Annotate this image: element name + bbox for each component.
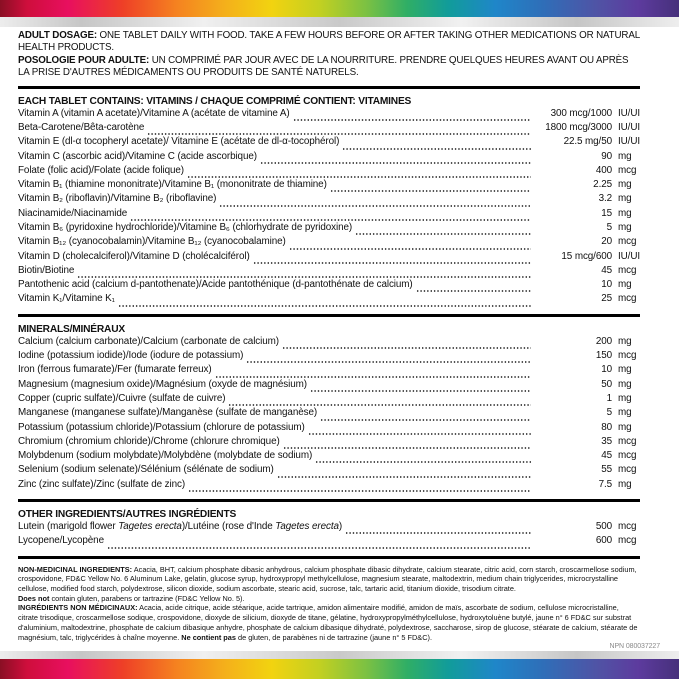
row-unit: mg bbox=[618, 392, 632, 404]
adult-dosage-lead: ADULT DOSAGE: bbox=[18, 30, 97, 41]
row-amount: 600 bbox=[595, 535, 612, 547]
dotted-leader bbox=[253, 255, 531, 264]
row-amount: 50 bbox=[601, 378, 612, 390]
row-unit: mg bbox=[618, 478, 632, 490]
row-label: Vitamin B₁ (thiamine mononitrate)/Vitamine B₁ (mononitrate de thiamine) bbox=[18, 179, 327, 191]
dotted-leader bbox=[188, 483, 531, 492]
non-medicinal-en-lead: NON-MEDICINAL INGREDIENTS: bbox=[18, 564, 133, 574]
row-unit: mg bbox=[618, 335, 632, 347]
dotted-leader bbox=[130, 212, 531, 221]
row-label bbox=[18, 521, 342, 532]
non-medicinal-en-text: Acacia, BHT, calcium phosphate dibasic anhydrous, calcium phosphate dibasic dihydrate, calcium stearate, citric acid, corn starch, croscarmellose sodium, crospovidone, FD&C Yellow No. 6 Aluminum Lake, gelatin, glucose syrup, hydroxypropyl methylcellulose, magnesium stearate, maltodextrin, medium chain triglycerides, microcrystalline cellulose, modified food starch, polydextrose, silicon dioxide, sodium ascorbate, stearic acid, sucrose, talc, tartaric acid, titanium dioxide, trisodium citrate. bbox=[18, 564, 637, 594]
row-label: Manganese (manganese sulfate)/Manganèse (sulfate de manganèse) bbox=[18, 407, 318, 419]
table-row-lycopene bbox=[18, 535, 640, 549]
claim-bold-fr: Ne contient pas bbox=[181, 632, 236, 642]
row-amount: 2.25 bbox=[593, 179, 612, 191]
row-unit: mcg bbox=[618, 435, 637, 447]
table-row bbox=[18, 251, 640, 265]
row-unit: mg bbox=[618, 207, 632, 219]
dotted-leader bbox=[289, 241, 531, 250]
dotted-leader bbox=[330, 183, 531, 192]
lutein-label-part: Lutein (marigold flower bbox=[18, 521, 119, 533]
posologie-text: UN COMPRIMÉ PAR JOUR AVEC DE LA NOURRITURE. PRENDRE QUELQUES HEURES AVANT OU APRÈS LA PRISE D'AUTRES MÉDICAMENTS OU PRODUITS DE SANTÉ NATURELS. bbox=[18, 54, 629, 79]
lutein-label-part: ) bbox=[338, 521, 343, 533]
dotted-leader bbox=[219, 198, 531, 207]
row-amount: 7.5 bbox=[598, 478, 612, 490]
row-amount: 10 bbox=[601, 364, 612, 376]
row-unit: mcg bbox=[618, 293, 637, 305]
dotted-leader bbox=[215, 369, 531, 378]
row-label: Biotin/Biotine bbox=[18, 264, 75, 276]
row-amount: 200 bbox=[595, 335, 612, 347]
row-label: Vitamin D (cholecalciferol)/Vitamine D (cholécalciférol) bbox=[18, 250, 250, 262]
row-label: Magnesium (magnesium oxide)/Magnésium (oxyde de magnésium) bbox=[18, 378, 307, 390]
table-row bbox=[18, 464, 640, 478]
table-row bbox=[18, 450, 640, 464]
dotted-leader bbox=[293, 112, 531, 121]
row-unit: mg bbox=[618, 279, 632, 291]
section-divider bbox=[18, 499, 640, 502]
table-row bbox=[18, 479, 640, 493]
row-label: Vitamin E (dl-α tocopheryl acetate)/ Vitamine E (acétate de dl-α-tocophérol) bbox=[18, 136, 340, 148]
silver-gradient-bar-top bbox=[0, 17, 679, 27]
row-label: Vitamin A (vitamin A acetate)/Vitamine A (acétate de vitamine A) bbox=[18, 107, 290, 119]
table-row bbox=[18, 336, 640, 350]
row-amount: 22.5 mg/50 bbox=[563, 136, 612, 148]
gluten-free-claim-en bbox=[18, 594, 640, 604]
row-unit: mcg bbox=[618, 236, 637, 248]
dotted-leader bbox=[118, 298, 531, 307]
row-amount: 80 bbox=[601, 421, 612, 433]
lutein-label-part: )/Lutéine (rose d'Inde bbox=[181, 521, 276, 533]
row-label: Calcium (calcium carbonate)/Calcium (carbonate de calcium) bbox=[18, 335, 279, 347]
minerals-section-header: MINERALS/MINÉRAUX bbox=[18, 323, 125, 335]
table-row bbox=[18, 208, 640, 222]
row-unit: mg bbox=[618, 150, 632, 162]
row-label: Zinc (zinc sulfate)/Zinc (sulfate de zinc) bbox=[18, 478, 186, 490]
non-medicinal-ingredients bbox=[18, 565, 640, 643]
section-divider bbox=[18, 556, 640, 559]
other-ingredients-table bbox=[18, 521, 640, 550]
row-amount: 20 bbox=[601, 236, 612, 248]
dotted-leader bbox=[147, 126, 531, 135]
row-unit: mg bbox=[618, 421, 632, 433]
posologie-lead: POSOLOGIE POUR ADULTE: bbox=[18, 54, 150, 66]
row-label: Vitamin B₂ (riboflavin)/Vitamine B₂ (riboflavine) bbox=[18, 193, 217, 205]
adult-dosage-text: ONE TABLET DAILY WITH FOOD. TAKE A FEW HOURS BEFORE OR AFTER TAKING OTHER MEDICATIONS OR NATURAL HEALTH PRODUCTS. bbox=[18, 30, 640, 54]
row-unit: IU/UI bbox=[618, 136, 640, 148]
row-label: Vitamin C (ascorbic acid)/Vitamine C (acide ascorbique) bbox=[18, 150, 257, 162]
row-unit: mcg bbox=[618, 464, 637, 476]
dotted-leader bbox=[355, 226, 531, 235]
table-row bbox=[18, 136, 640, 150]
table-row bbox=[18, 151, 640, 165]
dotted-leader bbox=[310, 383, 531, 392]
non-medicinal-fr bbox=[18, 603, 640, 642]
dotted-leader bbox=[345, 525, 531, 534]
table-row bbox=[18, 165, 640, 179]
table-row-lutein bbox=[18, 521, 640, 535]
row-amount: 5 bbox=[606, 222, 612, 233]
row-label: Chromium (chromium chloride)/Chrome (chlorure chromique) bbox=[18, 435, 280, 447]
claim-bold-en: Does not bbox=[18, 593, 50, 603]
row-amount: 15 mcg/600 bbox=[561, 250, 612, 262]
row-label: Vitamin K₁/Vitamine K₁ bbox=[18, 293, 115, 305]
dotted-leader bbox=[260, 155, 531, 164]
row-unit: mg bbox=[618, 179, 632, 191]
rainbow-gradient-bar-top bbox=[0, 0, 679, 17]
row-label: Potassium (potassium chloride)/Potassium (chlorure de potassium) bbox=[18, 421, 305, 433]
row-unit: IU/UI bbox=[618, 107, 640, 119]
section-divider bbox=[18, 86, 640, 89]
row-amount: 3.2 bbox=[598, 193, 612, 205]
table-row bbox=[18, 222, 640, 236]
table-row bbox=[18, 379, 640, 393]
row-unit: IU/UI bbox=[618, 121, 640, 133]
row-amount: 90 bbox=[601, 150, 612, 162]
claim-text-en: contain gluten, parabens or tartrazine (FD&C Yellow No. 5). bbox=[49, 593, 245, 603]
row-label: Iron (ferrous fumarate)/Fer (fumarate ferreux) bbox=[18, 364, 212, 376]
row-label: Copper (cupric sulfate)/Cuivre (sulfate de cuivre) bbox=[18, 392, 226, 404]
row-unit: mcg bbox=[618, 264, 637, 276]
row-amount: 1800 mcg/3000 bbox=[545, 121, 612, 133]
row-label: Selenium (sodium selenate)/Sélénium (sélénate de sodium) bbox=[18, 464, 274, 476]
dotted-leader bbox=[187, 169, 531, 178]
lutein-latin-name: Tagetes erecta bbox=[275, 521, 339, 533]
row-label: Lycopene/Lycopène bbox=[18, 535, 104, 547]
dotted-leader bbox=[277, 469, 531, 478]
dotted-leader bbox=[416, 283, 531, 292]
dotted-leader bbox=[308, 426, 531, 435]
row-unit: mcg bbox=[618, 535, 637, 547]
dosage-text bbox=[18, 30, 640, 80]
table-row bbox=[18, 436, 640, 450]
claim-text-fr: de gluten, de parabènes ni de tartrazine (jaune n° 5 FD&C). bbox=[235, 632, 432, 642]
table-row bbox=[18, 108, 640, 122]
table-row bbox=[18, 407, 640, 421]
silver-gradient-bar-bottom bbox=[0, 651, 679, 659]
row-label: Iodine (potassium iodide)/Iode (iodure de potassium) bbox=[18, 350, 244, 362]
row-unit: IU/UI bbox=[618, 250, 640, 262]
dotted-leader bbox=[228, 397, 531, 406]
table-row bbox=[18, 193, 640, 207]
row-amount: 45 bbox=[601, 450, 612, 462]
minerals-table bbox=[18, 336, 640, 493]
table-row bbox=[18, 122, 640, 136]
dotted-leader bbox=[315, 454, 531, 463]
table-row bbox=[18, 364, 640, 378]
row-unit: mcg bbox=[618, 450, 637, 462]
dotted-leader bbox=[77, 269, 531, 278]
row-unit: mg bbox=[618, 364, 632, 376]
row-amount: 150 bbox=[595, 350, 612, 362]
row-unit: mcg bbox=[618, 164, 637, 176]
table-row bbox=[18, 422, 640, 436]
dotted-leader bbox=[320, 412, 531, 421]
row-unit: mcg bbox=[618, 350, 637, 362]
dotted-leader bbox=[246, 354, 531, 363]
npn-number: NPN 080037227 bbox=[609, 643, 660, 651]
table-row bbox=[18, 279, 640, 293]
row-amount: 1 bbox=[606, 392, 612, 404]
row-amount: 55 bbox=[601, 464, 612, 476]
table-row bbox=[18, 350, 640, 364]
other-ingredients-section-header: OTHER INGREDIENTS/AUTRES INGRÉDIENTS bbox=[18, 509, 237, 521]
table-row bbox=[18, 179, 640, 193]
dotted-leader bbox=[283, 440, 531, 449]
row-amount: 500 bbox=[595, 521, 612, 533]
row-label: Niacinamide/Niacinamide bbox=[18, 207, 128, 219]
row-amount: 15 bbox=[601, 207, 612, 219]
row-label: Vitamin B₆ (pyridoxine hydrochloride)/Vitamine B₆ (chlorhydrate de pyridoxine) bbox=[18, 222, 353, 233]
table-row bbox=[18, 265, 640, 279]
row-label: Folate (folic acid)/Folate (acide folique) bbox=[18, 164, 184, 176]
dotted-leader bbox=[342, 141, 531, 150]
non-medicinal-en bbox=[18, 565, 640, 594]
row-amount: 300 mcg/1000 bbox=[550, 107, 612, 119]
non-medicinal-fr-lead: INGRÉDIENTS NON MÉDICINAUX: bbox=[18, 603, 138, 613]
vitamins-table bbox=[18, 108, 640, 308]
rainbow-gradient-bar-bottom bbox=[0, 659, 679, 679]
row-unit: mg bbox=[618, 378, 632, 390]
dotted-leader bbox=[107, 540, 531, 549]
row-unit: mcg bbox=[618, 521, 637, 533]
row-unit: mg bbox=[618, 407, 632, 419]
row-label: Molybdenum (sodium molybdate)/Molybdène (molybdate de sodium) bbox=[18, 450, 313, 462]
table-row bbox=[18, 393, 640, 407]
row-unit: mg bbox=[618, 193, 632, 205]
row-unit: mg bbox=[618, 222, 632, 233]
row-amount: 400 bbox=[595, 164, 612, 176]
lutein-latin-name: Tagetes erecta bbox=[118, 521, 182, 533]
row-amount: 5 bbox=[606, 407, 612, 419]
row-label: Beta-Carotene/Bêta-carotène bbox=[18, 121, 145, 133]
non-medicinal-fr-text: Acacia, acide citrique, acide stéarique, acide tartrique, amidon alimentaire modifié, amidon de maïs, ascorbate de sodium, cellulose microcristalline, citrate trisodique, croscarmellose sodique, crospovidone, dioxyde de silicium, dioxyde de titane, gélatine, hydroxypropylméthylcellulose, hydroxytoluène butylé, jaune n° 6 FD&C sur substrat d'aluminium, maltodextrine, phosphate de calcium dibasique anhydre, phosphate de calcium dibasique dihydraté, polydextrose, saccharose, sirop de glucose, stéarate de calcium, stéarate de magnésium, talc, triglycérides à chaîne moyenne. bbox=[18, 603, 638, 642]
dotted-leader bbox=[282, 340, 531, 349]
section-divider bbox=[18, 314, 640, 317]
label-content bbox=[18, 30, 660, 651]
vitamins-section-header: EACH TABLET CONTAINS: VITAMINS / CHAQUE COMPRIMÉ CONTIENT: VITAMINES bbox=[18, 95, 412, 107]
table-row bbox=[18, 236, 640, 250]
row-label: Vitamin B₁₂ (cyanocobalamin)/Vitamine B₁₂ (cyanocobalamine) bbox=[18, 236, 286, 248]
row-amount: 10 bbox=[601, 279, 612, 291]
row-label: Pantothenic acid (calcium d-pantothenate)/Acide pantothénique (d-pantothénate de calcium) bbox=[18, 279, 413, 291]
row-amount: 35 bbox=[601, 435, 612, 447]
table-row bbox=[18, 293, 640, 307]
row-amount: 45 bbox=[601, 264, 612, 276]
row-amount: 25 bbox=[601, 293, 612, 305]
